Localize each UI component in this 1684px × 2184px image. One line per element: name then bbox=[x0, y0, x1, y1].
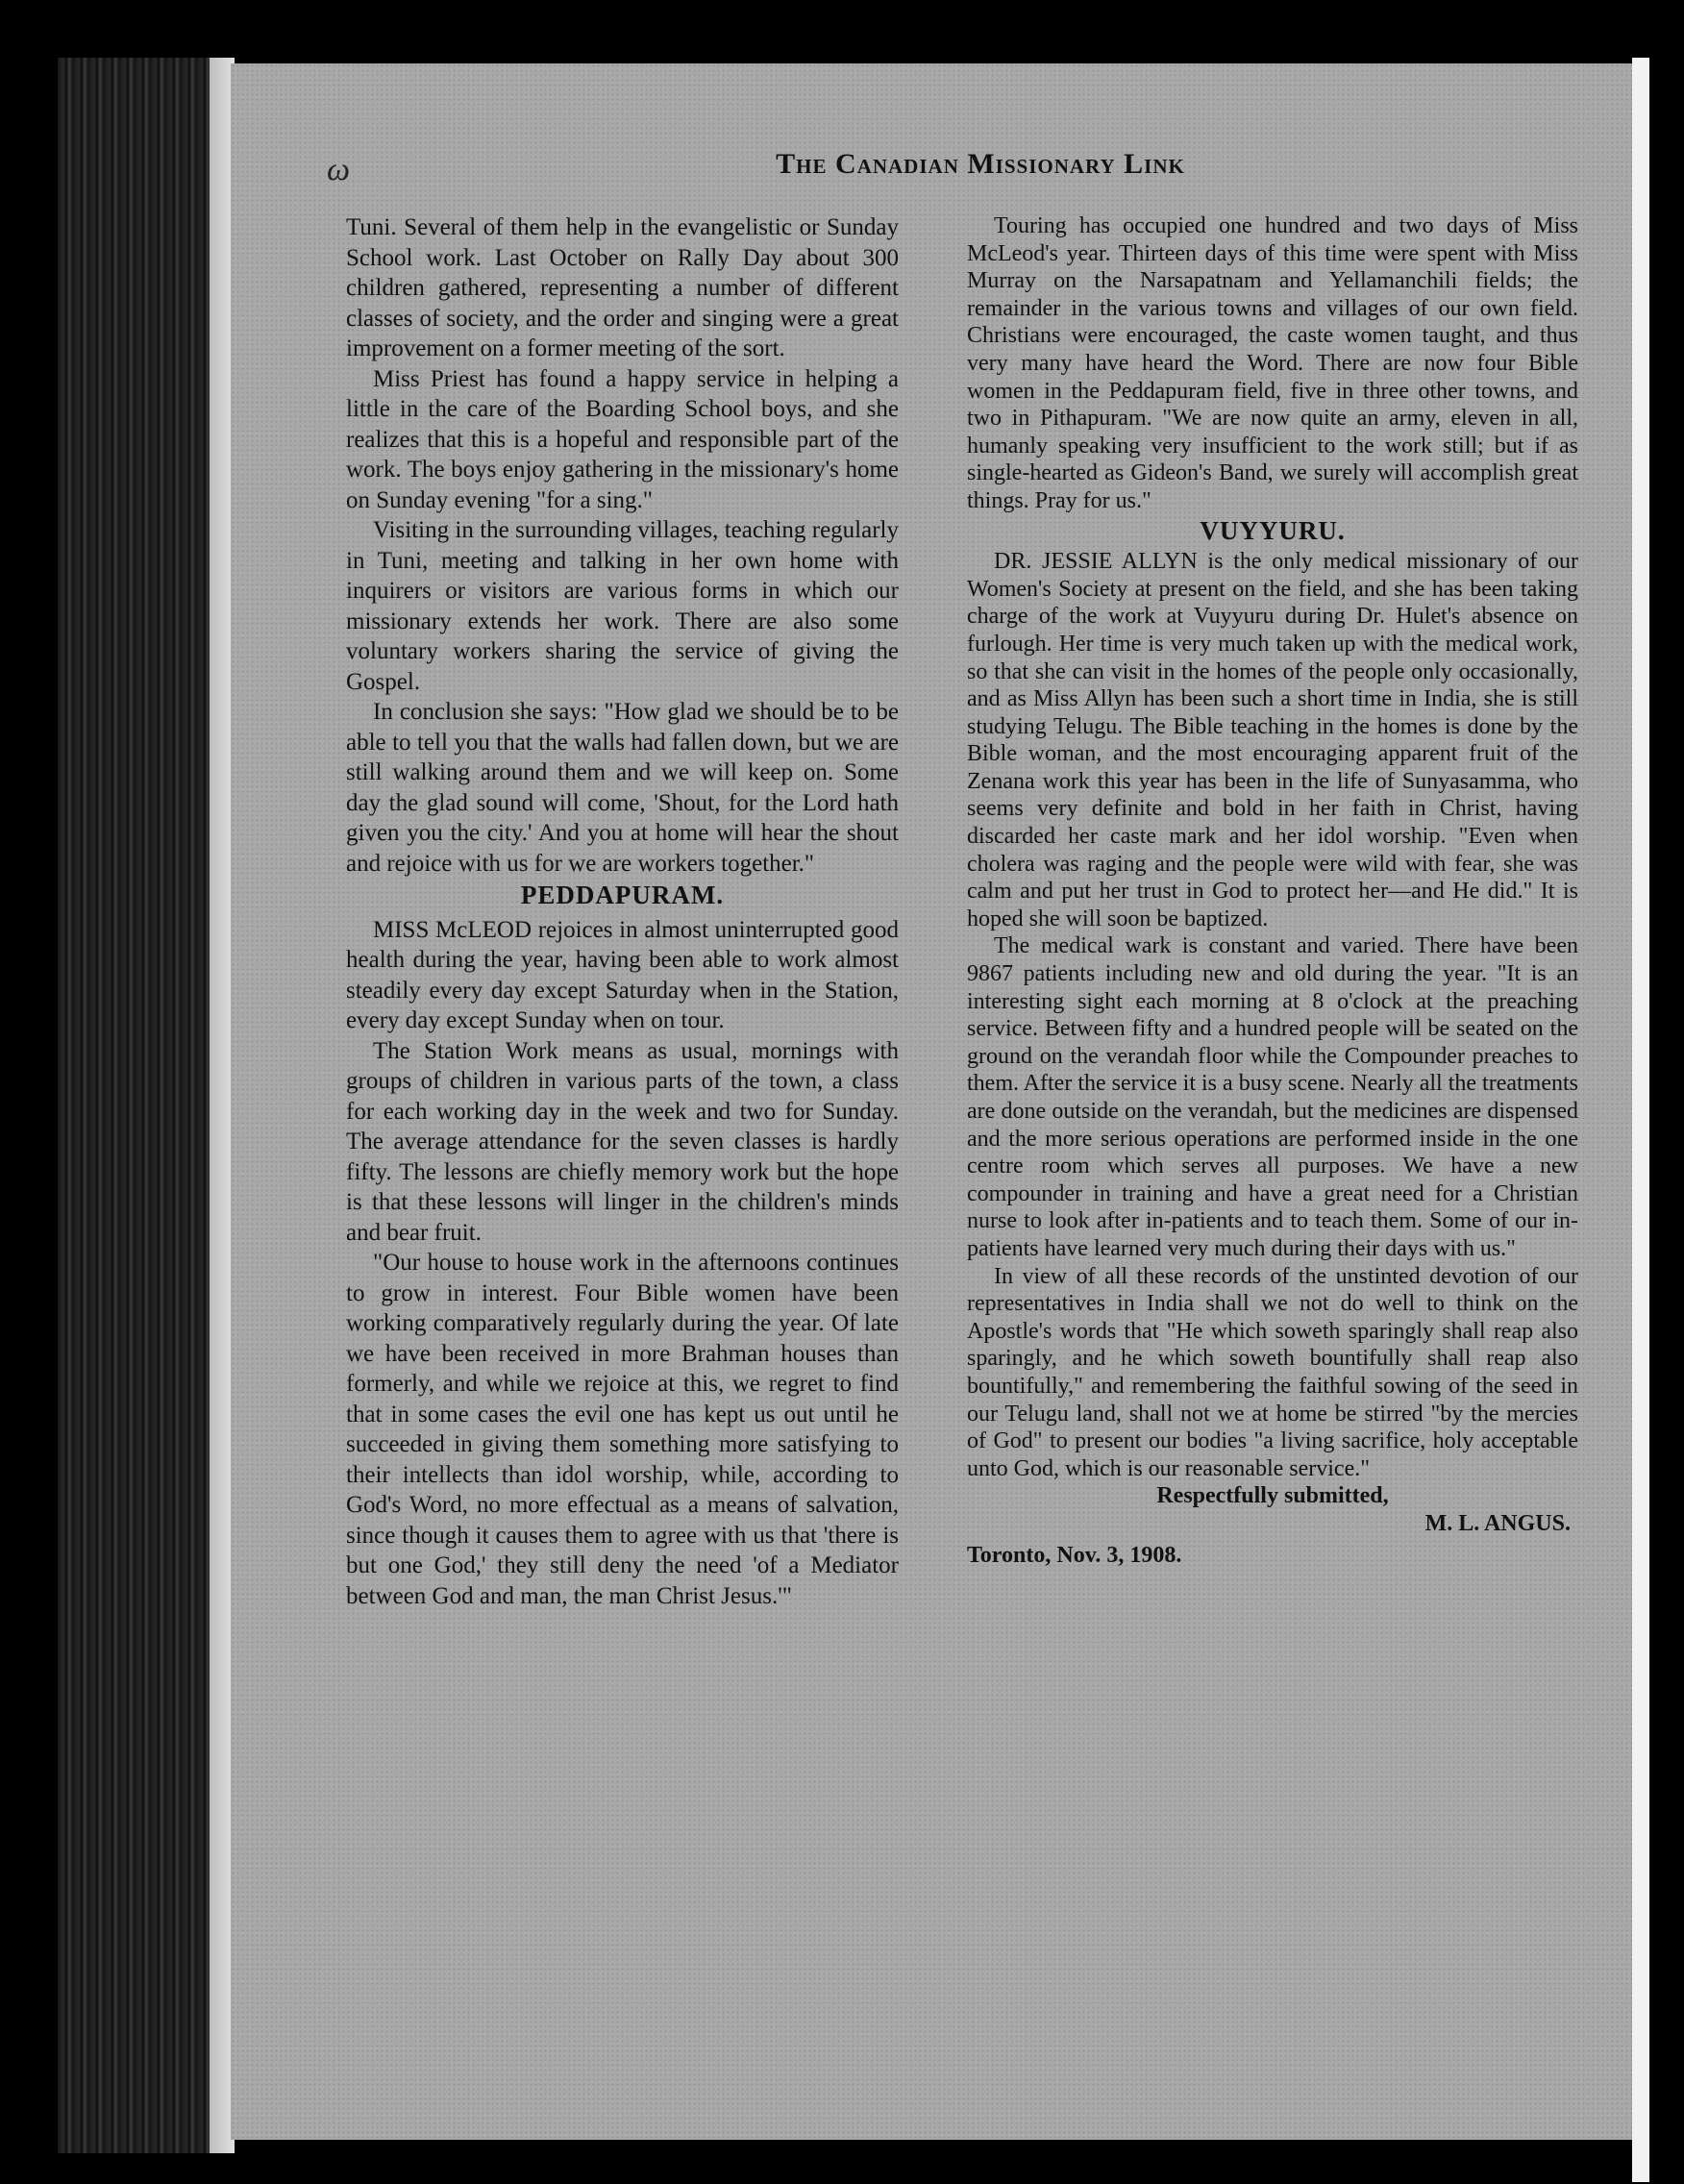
paragraph: MISS McLEOD rejoices in almost uninterrupted good health during the year, having been able to work almost steadily every day except Saturday when in the Station, every day except Sunday when on tour. bbox=[346, 916, 899, 1033]
facing-page-edge bbox=[1632, 58, 1649, 2182]
paragraph: Miss Priest has found a happy service in helping a little in the care of the Boarding School boys, and she realizes that this is a hopeful and responsible part of the work. The boys enjoy gathering in the missionary's home on Sunday evening "for a sing." bbox=[346, 365, 899, 513]
right-column bbox=[967, 212, 1578, 1569]
section-heading-peddapuram: PEDDAPURAM. bbox=[520, 881, 725, 909]
paragraph: Touring has occupied one hundred and two days of Miss McLeod's year. Thirteen days of this time were spent with Miss Murray on the Narsapatnam and Yellamanchili fields; the remainder in the various towns and villages of our own field. Christians were encouraged, the caste women taught, and thus very many have heard the Word. There are now four Bible women in the Peddapuram field, five in three other towns, and two in Pithapuram. "We are now quite an army, eleven in all, humanly speaking very insufficient to the work still; but if as single-hearted as Gideon's Band, we surely will accomplish great things. Pray for us." bbox=[967, 213, 1578, 513]
paragraph: In conclusion she says: "How glad we should be to be able to tell you that the walls had fallen down, but we are still walking around them and we will keep on. Some day the glad sound will come, 'Shout, for the Lord hath given you the city.' And you at home will hear the shout and rejoice with us for we are workers together." bbox=[346, 699, 899, 877]
paragraph: DR. JESSIE ALLYN is the only medical missionary of our Women's Society at present on the field, and she has been taking charge of the work at Vuyyuru during Dr. Hulet's absence on furlough. Her time is very much taken up with the medical work, so that she can visit in the homes of the people only occasionally, and as Miss Allyn has been such a short time in India, she is still studying Telugu. The Bible teaching in the homes is done by the Bible woman, and the most encouraging apparent fruit of the Zenana work this year has been in the life of Sunyasamma, who seems very definite and bold in her faith in Christ, having discarded her caste mark and her idol worship. "Even when cholera was raging and the people were wild with fear, she was calm and put her trust in God to protect her—and He did." It is hoped she will soon be baptized. bbox=[967, 549, 1578, 931]
place-date: Toronto, Nov. 3, 1908. bbox=[967, 1542, 1182, 1568]
paragraph: "Our house to house work in the afternoons continues to grow in interest. Four Bible women have been working comparatively regularly during the year. Of late we have been received in more Brahman houses than formerly, and while we rejoice at this, we regret to find that in some cases the evil one has kept us out until he succeeded in giving them something more satisfying to their intellects than idol worship, while, according to God's Word, no more effectual as a means of salvation, since though it causes them to agree with us that 'there is but one God,' they still deny the need 'of a Mediator between God and man, the man Christ Jesus.'" bbox=[346, 1250, 899, 1609]
scanned-page bbox=[231, 63, 1632, 2140]
left-column bbox=[346, 212, 899, 1611]
paragraph: The Station Work means as usual, mornings with groups of children in various parts of the town, a class for each working day in the week and two for Sunday. The average attendance for the seven classes is hardly fifty. The lessons are chiefly memory work but the hope is that these lessons will linger in the children's minds and bear fruit. bbox=[346, 1037, 899, 1246]
signer: M. L. ANGUS. bbox=[1424, 1510, 1571, 1536]
section-heading-vuyyuru: VUYYURU. bbox=[1200, 515, 1346, 545]
signoff: Respectfully submitted, bbox=[1156, 1483, 1389, 1509]
paragraph: The medical wark is constant and varied. There have been 9867 patients including new and old during the year. "It is an interesting sight each morning at 8 o'clock at the preaching service. Between fifty and a hundred people will be seated on the ground on the verandah floor while the Compounder preaches to them. After the service it is a busy scene. Nearly all the treatments are done outside on the verandah, but the medicines are dispensed and the more serious operations are performed inside in the one centre room which serves all purposes. We have a new compounder in training and have a great need for a Christian nurse to look after in-patients and to teach them. Some of our in-patients have learned very much during their days with us." bbox=[967, 933, 1578, 1261]
paragraph: Visiting in the surrounding villages, teaching regularly in Tuni, meeting and talking in her own home with inquirers or visitors are various forms in which our missionary extends her work. There are also some voluntary workers sharing the service of giving the Gospel. bbox=[346, 517, 899, 695]
page-folio: ω bbox=[327, 152, 351, 187]
paragraph: Tuni. Several of them help in the evangelistic or Sunday School work. Last October on Rally Day about 300 children gathered, representing a number of different classes of society, and the order and singing were a great improvement on a former meeting of the sort. bbox=[346, 214, 899, 361]
running-head: The Canadian Missionary Link bbox=[776, 148, 1185, 180]
paragraph: In view of all these records of the unstinted devotion of our representatives in India shall we not do well to think on the Apostle's words that "He which soweth sparingly shall reap also sparingly, and he which soweth bountifully shall reap also bountifully," and remembering the faithful sowing of the seed in our Telugu land, shall not we at home be stirred "by the mercies of God" to present our bodies "a living sacrifice, holy acceptable unto God, which is our reasonable service." bbox=[967, 1263, 1578, 1481]
book-page-edges bbox=[58, 58, 231, 2153]
